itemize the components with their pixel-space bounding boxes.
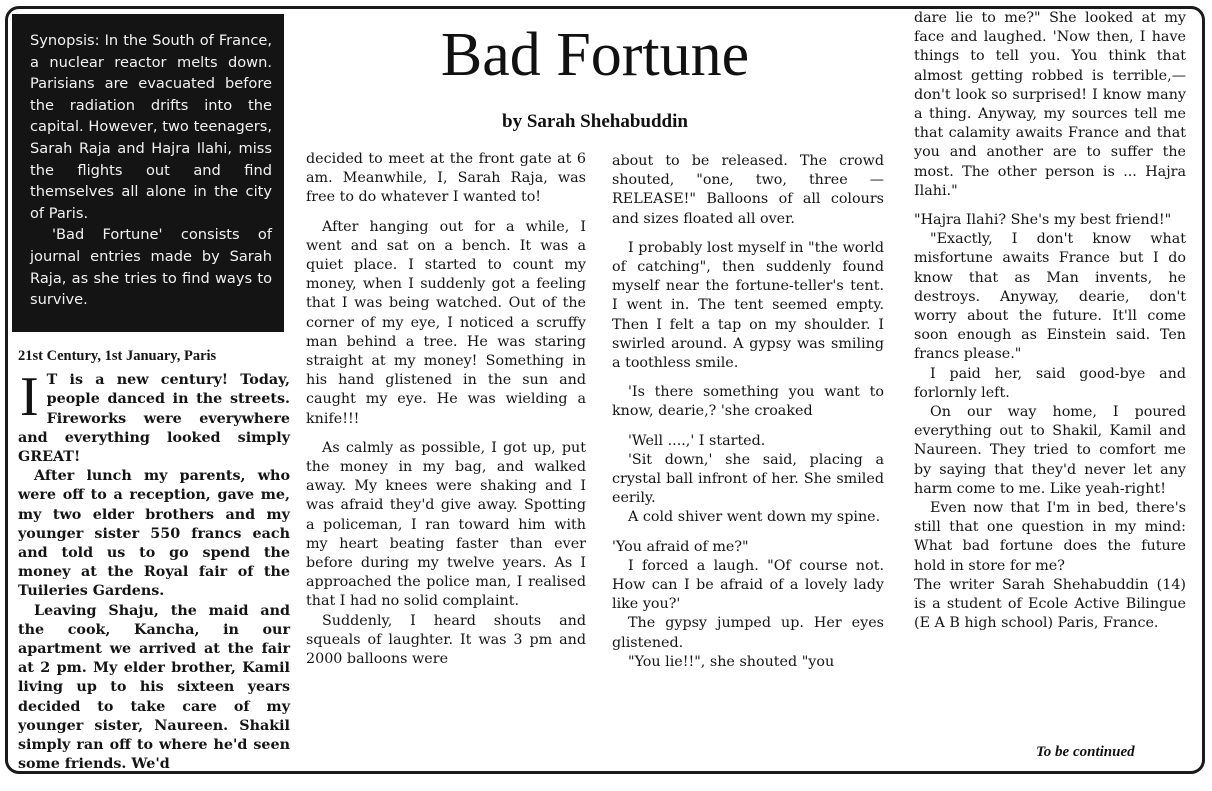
paragraph: I paid her, said good-bye and forlornly left. <box>914 365 1186 401</box>
paragraph: After lunch my parents, who were off to a reception, gave me, my two elder brothers and my younger sister 550 francs each and told us to go spend the money at the Royal fair of the Tuileries Gardens. <box>18 468 290 600</box>
paragraph: The gypsy jumped up. Her eyes glistened. <box>612 615 884 651</box>
paragraph: about to be released. The crowd shouted, "one, two, three — RELEASE!" Balloons of all colours and sizes floated all over. <box>612 153 884 227</box>
to-be-continued: To be continued <box>1036 744 1135 760</box>
article-title: Bad Fortune <box>440 21 750 89</box>
paragraph: 'You afraid of me?" <box>612 538 749 555</box>
article-byline: by Sarah Shehabuddin <box>502 111 688 132</box>
paragraph: 'Is there something you want to know, dearie,? 'she croaked <box>612 384 884 420</box>
paragraph: "You lie!!", she shouted "you <box>628 653 835 670</box>
paragraph: Suddenly, I heard shouts and squeals of laughter. It was 3 pm and 2000 balloons were <box>306 612 586 668</box>
journal-dateline: 21st Century, 1st January, Paris <box>18 348 217 364</box>
text-column-2 <box>306 150 586 669</box>
paragraph: Even now that I'm in bed, there's still that one question in my mind: What bad fortune does the future hold in store for me? <box>914 500 1186 574</box>
paragraph <box>18 366 290 467</box>
paragraph: As calmly as possible, I got up, put the money in my bag, and walked away. My knees were shaking and I was afraid they'd give away. Spotting a policeman, I ran toward him with my heart beating faster than ever before during my twelve years. As I approached the police man, I realised that I had no solid complaint. <box>306 439 586 610</box>
text-column-4 <box>914 9 1186 634</box>
text-column-3 <box>612 152 884 672</box>
synopsis-box <box>12 14 284 332</box>
paragraph: 'Sit down,' she said, placing a crystal ball infront of her. She smiled eerily. <box>612 451 884 507</box>
synopsis-description: 'Bad Fortune' consists of journal entries made by Sarah Raja, as she tries to find ways to survive. <box>30 226 272 309</box>
paragraph: Leaving Shaju, the maid and the cook, Kancha, in our apartment we arrived at the fair at 2 pm. My elder brother, Kamil living up to his sixteen years decided to take care of my younger sister, Naureen. Shakil simply ran off to where he'd seen some friends. We'd <box>18 602 290 773</box>
paragraph: I probably lost myself in "the world of catching", then suddenly found myself near the fortune-teller's tent. I went in. The tent seemed empty. Then I felt a tap on my shoulder. I swirled around. A gypsy was smiling a toothless smile. <box>612 239 884 372</box>
paragraph: "Hajra Ilahi? She's my best friend!" <box>914 212 1172 229</box>
paragraph: "Exactly, I don't know what misfortune awaits France but I do know that as Man invents, he destroys. Anyway, dearie, don't worry about the future. It'll come soon enough as Einstein said. Ten francs please." <box>914 231 1186 363</box>
text-column-1 <box>18 347 290 774</box>
paragraph: On our way home, I poured everything out to Shakil, Kamil and Naureen. They tried to comfort me by saying that they'd never let any harm come to me. Like yeah-right! <box>914 404 1186 497</box>
synopsis-text: Synopsis: In the South of France, a nuclear reactor melts down. Parisians are evacuated before the radiation drifts into the capital. However, two teenagers, Sarah Raja and Hajra Ilahi, miss the flights out and find themselves all alone in the city of Paris. <box>30 32 272 222</box>
paragraph-text: T is a new century! Today, people danced in the streets. Fireworks were everywhere and everything looked simply GREAT! <box>18 372 290 466</box>
author-note: The writer Sarah Shehabuddin (14) is a student of Ecole Active Bilingue (E A B high school) Paris, France. <box>914 576 1186 632</box>
paragraph: After hanging out for a while, I went and sat on a bench. It was a quiet place. I started to count my money, when I suddenly got a feeling that I was being watched. Out of the corner of my eye, I noticed a scruffy man behind a tree. He was staring straight at my money! Something in his hand glistened in the sun and caught my eye. He was wielding a knife!!! <box>306 218 586 427</box>
paragraph: I forced a laugh. "Of course not. How can I be afraid of a lovely lady like you?' <box>612 557 884 613</box>
drop-cap: I <box>20 366 39 429</box>
paragraph: 'Well ....,' I started. <box>628 432 766 449</box>
paragraph: dare lie to me?" She looked at my face and laughed. 'Now then, I have things to tell you. You think that almost getting robbed is terrible,— don't look so surprised! I know many a thing. Anyway, my sources tell me that calamity awaits France and that you and another are to suffer the most. The other person is ... Hajra Ilahi." <box>914 10 1186 199</box>
paragraph: decided to meet at the front gate at 6 am. Meanwhile, I, Sarah Raja, was free to do whatever I wanted to! <box>306 151 586 206</box>
paragraph: A cold shiver went down my spine. <box>628 509 881 526</box>
